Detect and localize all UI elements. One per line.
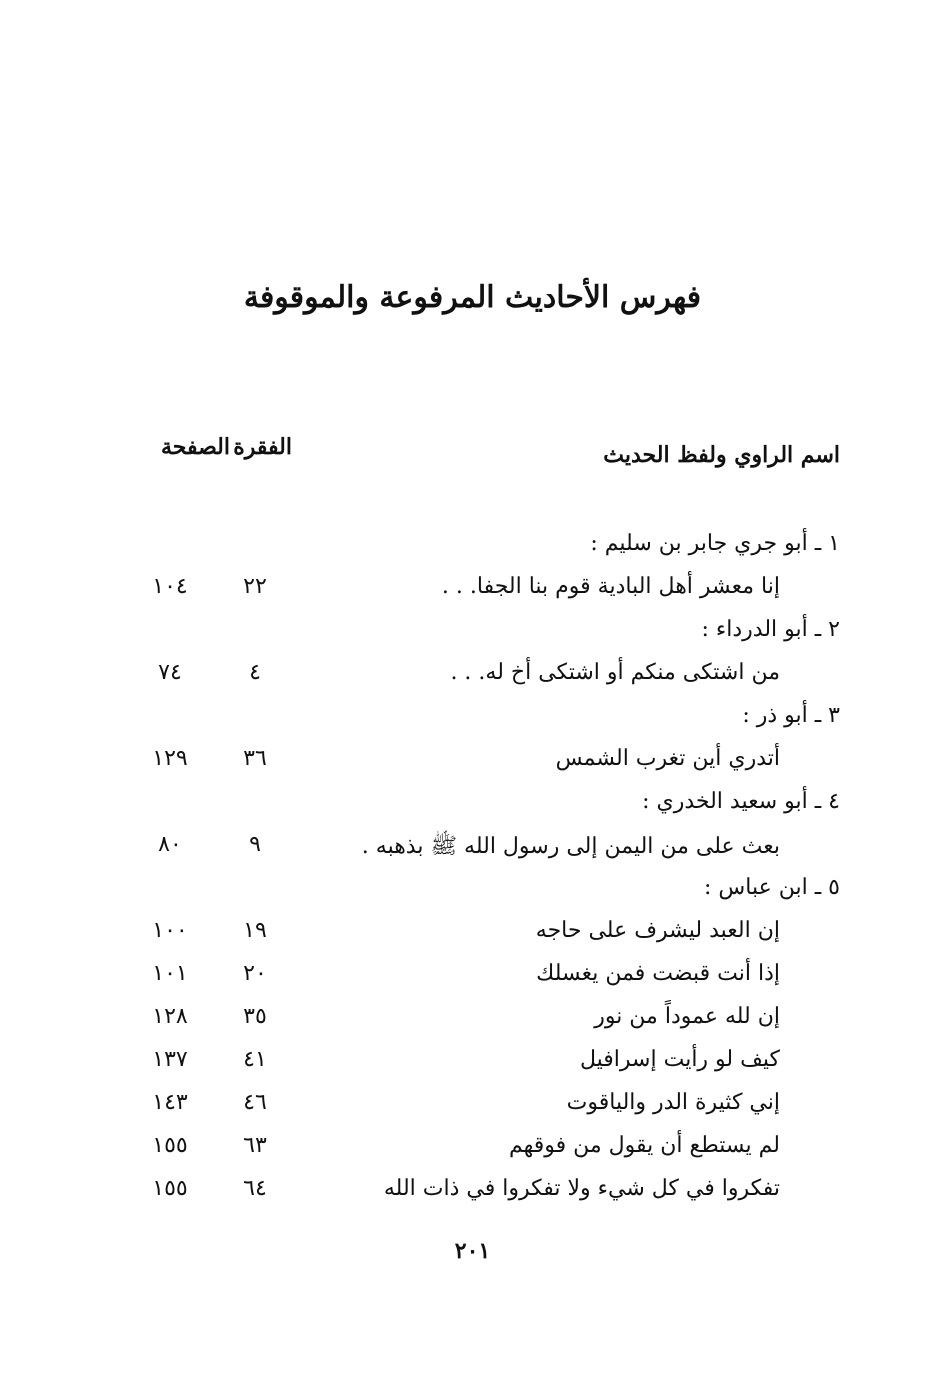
narrator-heading — [140, 699, 840, 742]
narrator-heading — [140, 613, 840, 656]
hadith-text: إن العبد ليشرف على حاجه — [535, 918, 780, 943]
hadith-entry — [140, 957, 840, 1000]
hadith-entry — [140, 1043, 840, 1086]
narrator-name: ٥ ـ ابن عباس : — [704, 875, 840, 900]
narrator-name: ٣ ـ أبو ذر : — [742, 703, 840, 728]
page-reference: ٨٠ — [158, 832, 182, 857]
narrator-heading — [140, 871, 840, 914]
hadith-text: إني كثيرة الدر والياقوت — [566, 1090, 780, 1115]
hadith-entry — [140, 1129, 840, 1172]
paragraph-number: ٣٥ — [243, 1004, 267, 1029]
narrator-heading — [140, 785, 840, 828]
page-reference: ١٥٥ — [152, 1176, 188, 1201]
hadith-text: تفكروا في كل شيء ولا تفكروا في ذات الله — [383, 1176, 780, 1201]
page-reference: ١٠١ — [152, 961, 188, 986]
page-reference: ١٣٧ — [152, 1047, 188, 1072]
hadith-entry — [140, 828, 840, 871]
hadith-entry — [140, 1086, 840, 1129]
hadith-text: إذا أنت قبضت فمن يغسلك — [536, 961, 780, 986]
paragraph-number: ٩ — [249, 832, 261, 857]
page-reference: ٧٤ — [158, 660, 182, 685]
hadith-text: لم يستطع أن يقول من فوقهم — [508, 1133, 780, 1158]
page-reference: ١٥٥ — [152, 1133, 188, 1158]
hadith-entry — [140, 1172, 840, 1215]
hadith-text: بعث على من اليمن إلى رسول الله ﷺ بذهبه . — [361, 834, 780, 859]
page-reference: ١٠٤ — [152, 574, 188, 599]
page-reference: ١٤٣ — [152, 1090, 188, 1115]
paragraph-number: ٢٠ — [243, 961, 267, 986]
paragraph-number: ٤٦ — [243, 1090, 267, 1115]
hadith-text: كيف لو رأيت إسرافيل — [579, 1047, 780, 1072]
column-header-name: اسم الراوي ولفظ الحديث — [603, 442, 840, 468]
hadith-text: من اشتكى منكم أو اشتكى أخ له. . . — [450, 660, 780, 685]
paragraph-number: ٤١ — [243, 1047, 267, 1072]
hadith-text: إنا معشر أهل البادية قوم بنا الجفا. . . — [441, 574, 780, 599]
page-title: فهرس الأحاديث المرفوعة والموقوفة — [243, 280, 702, 315]
hadith-text: إن لله عموداً من نور — [594, 1004, 780, 1029]
paragraph-number: ٤ — [249, 660, 261, 685]
index-list — [140, 527, 840, 1215]
narrator-heading — [140, 527, 840, 570]
column-header-page: الصفحة — [160, 434, 230, 460]
paragraph-number: ١٩ — [243, 918, 267, 943]
hadith-entry — [140, 1000, 840, 1043]
paragraph-number: ٢٢ — [243, 574, 267, 599]
index-header — [140, 434, 840, 482]
page-reference: ١٠٠ — [152, 918, 188, 943]
paragraph-number: ٣٦ — [243, 746, 267, 771]
hadith-text: أتدري أين تغرب الشمس — [555, 746, 780, 771]
page-reference: ١٢٨ — [152, 1004, 188, 1029]
narrator-name: ٤ ـ أبو سعيد الخدري : — [642, 789, 840, 814]
narrator-name: ٢ ـ أبو الدرداء : — [701, 617, 840, 642]
hadith-entry — [140, 656, 840, 699]
page-reference: ١٢٩ — [152, 746, 188, 771]
paragraph-number: ٦٤ — [243, 1176, 267, 1201]
hadith-entry — [140, 570, 840, 613]
narrator-name: ١ ـ أبو جري جابر بن سليم : — [590, 531, 840, 556]
paragraph-number: ٦٣ — [243, 1133, 267, 1158]
page-number: ٢٠١ — [454, 1238, 491, 1264]
hadith-entry — [140, 742, 840, 785]
hadith-entry — [140, 914, 840, 957]
column-header-paragraph: الفقرة — [233, 434, 292, 460]
